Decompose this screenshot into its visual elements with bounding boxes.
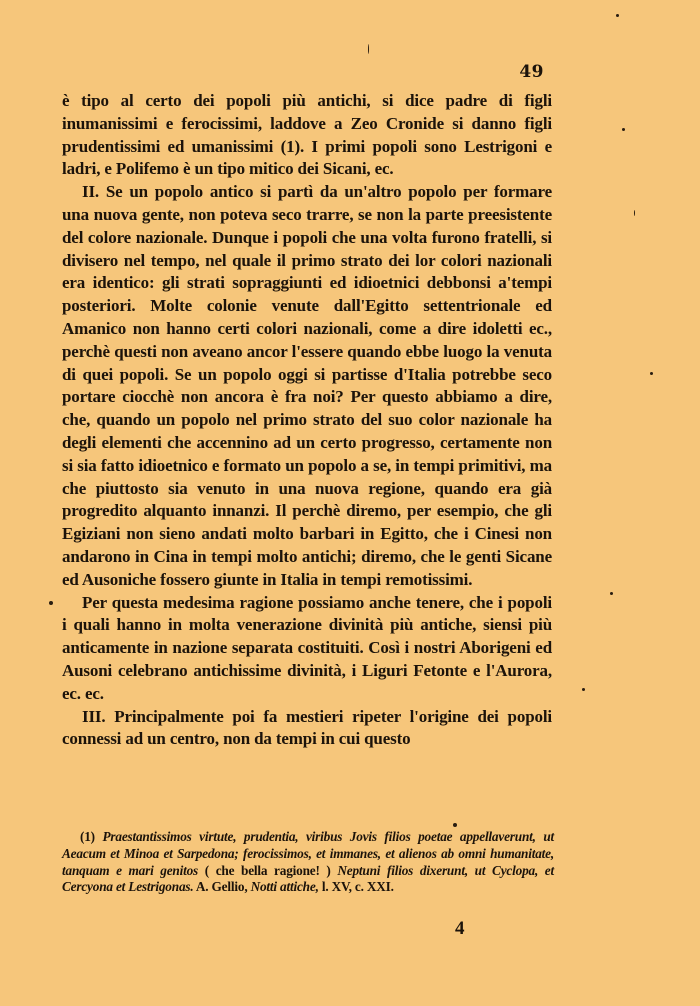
footnote-latin-quote-continued: Neptuni filios dixerunt, ut Cyclopa, et Cercyona et Lestrigonas. <box>62 862 555 895</box>
print-speck <box>616 14 619 17</box>
print-speck <box>582 688 585 691</box>
paragraph: III. Principalmente poi fa mestieri ripeter l'origine dei popoli connessi ad un centro, non da tempi in cui questo <box>62 706 552 749</box>
footnote-source-author: A. Gellio, <box>195 879 248 895</box>
footnote-aside: ( che bella ragione! ) <box>204 862 331 878</box>
paragraph: II. Se un popolo antico si partì da un'altro popolo per formare una nuova gente, non poteva seco trarre, se non la parte preesistente del colore nazionale. Dunque i popoli che una volta furono fratelli, si divisero nel tempo, nel quale il primo strato dei lor colori nazionali era identico: gli strati sopraggiunti ed idioetnici debbonsi a'tempi posteriori. Molte colonie venute dall'Egitto settentrionale ed Amanico non hanno certi colori nazionali, come a dire idoletti ec., perchè questi non aveano ancor l'essere quando ebbe luogo la venuta di quei popoli. Se un popolo oggi si partisse d'Italia potrebbe seco portare ciocchè non ancora è fra noi? Per questo abbiamo a dire, che, quando un popolo nel primo strato del suo color nazionale ha degli elementi che accennino ad un certo progresso, certamente non si sia fatto idioetnico e formato un popolo a se, in tempi primitivi, ma che piuttosto sia venuto in una nuova regione, quando era già progredito alquanto innanzi. Il perchè diremo, per esempio, che gli Egiziani non sieno andati molto barbari in Egitto, che i Cinesi non andarono in Cina in tempi molto antichi; diremo, che le genti Sicane ed Ausoniche fossero giunte in Italia in tempi remotissimi. <box>62 182 552 589</box>
footnote-marker: (1) <box>80 829 95 844</box>
footnote-source-work: Notti attiche, <box>250 879 319 895</box>
footnote-latin-quote: Praestantissimos virtute, prudentia, viribus Jovis filios poetae appellaverunt, ut Aeacum et Minoa et Sarpedona; ferocissimos, et immanes, et alienos ab omni humanitate, tanquam e mari genitos <box>62 829 555 878</box>
paragraph: Per questa medesima ragione possiamo anche tenere, che i popoli i quali hanno in molta venerazione divinità più antiche, siensi più anticamente in nazione separata costituiti. Così i nostri Aborigeni ed Ausoni celebrano antichissime divinità, i Liguri Fetonte e l'Aurora, ec. ec. <box>62 592 552 703</box>
print-speck <box>453 823 457 827</box>
print-speck <box>49 601 53 605</box>
footnote-source-ref: l. XV, c. XXI. <box>321 879 394 895</box>
main-text <box>62 90 552 751</box>
paragraph: è tipo al certo dei popoli più antichi, si dice padre di figli inumanissimi e ferocissimi, laddove a Zeo Cronide si danno figli prudentissimi ed umanissimi (1). I primi popoli sono Lestrigoni e ladri, e Polifemo è un tipo mitico dei Sicani, ec. <box>62 91 552 179</box>
footnote-text <box>62 829 554 896</box>
signature-mark: 4 <box>455 918 465 939</box>
print-speck <box>622 128 625 131</box>
print-speck <box>610 592 613 595</box>
print-speck <box>368 44 369 54</box>
footnote <box>62 829 554 896</box>
page-number: 49 <box>519 62 544 82</box>
print-speck <box>634 210 635 216</box>
print-speck <box>650 372 653 375</box>
